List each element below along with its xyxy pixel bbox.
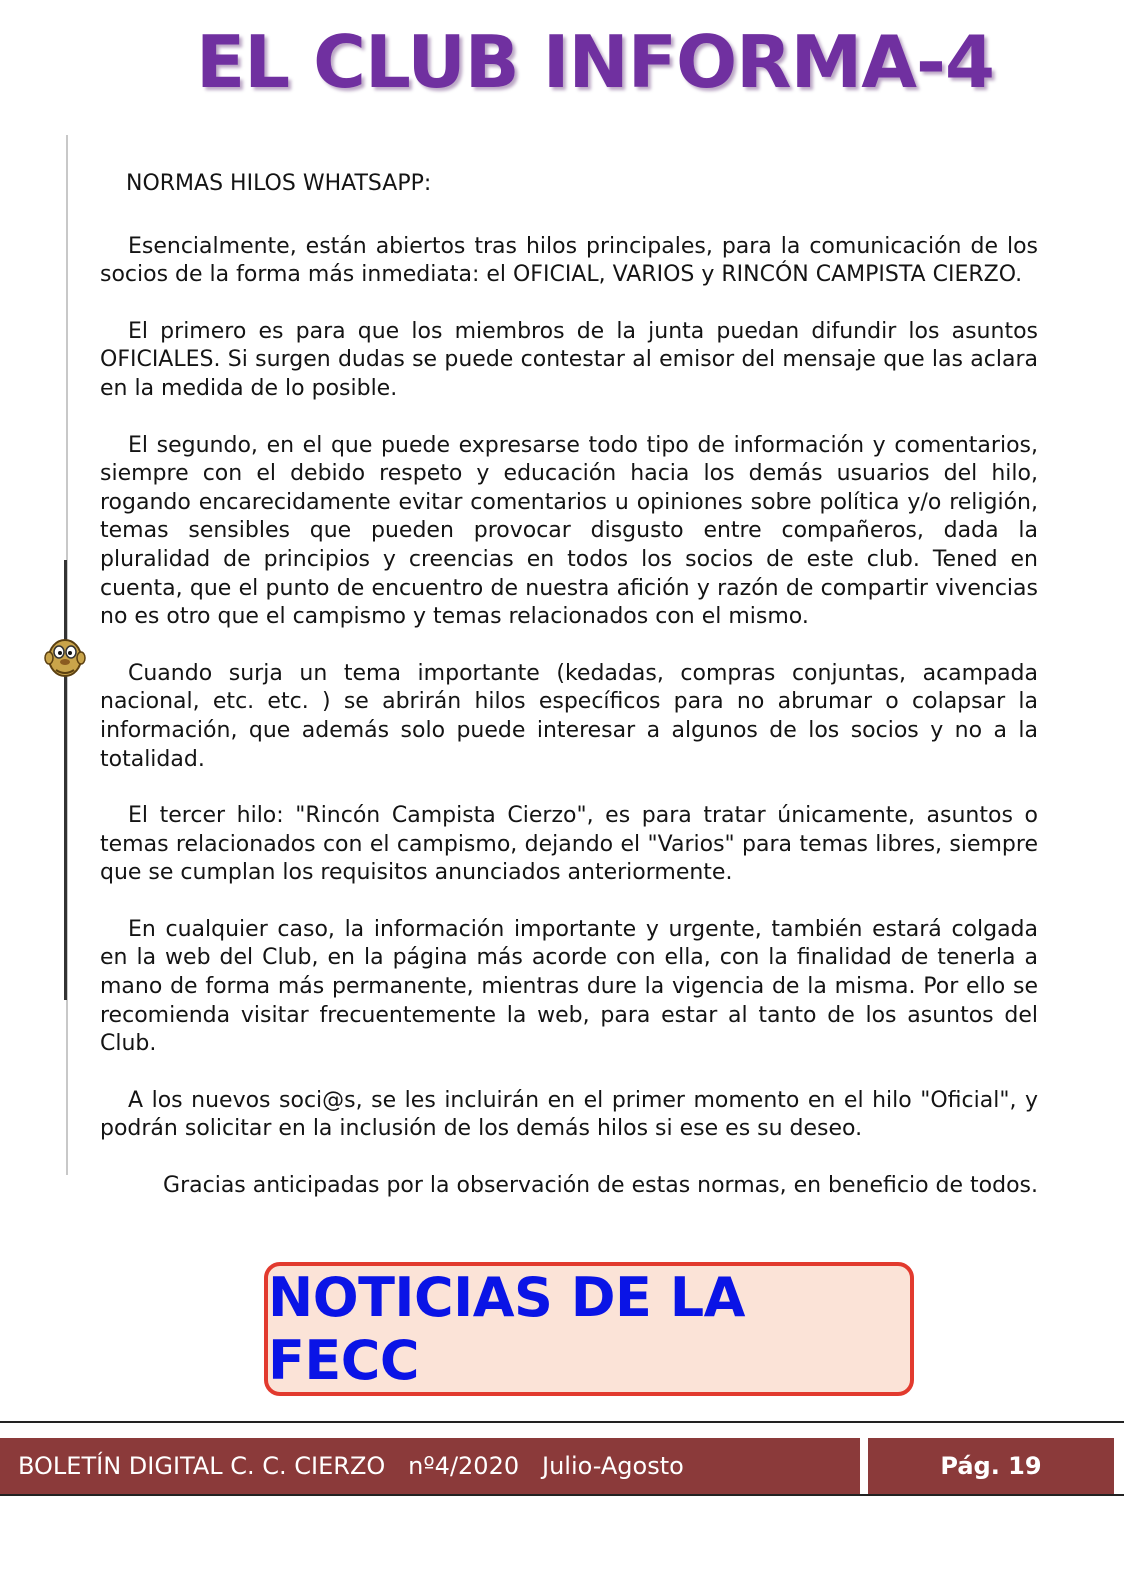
article-body xyxy=(100,170,1038,1229)
paragraph: El segundo, en el que puede expresarse todo tipo de información y comentarios, siempre con el debido respeto y educación hacia los demás usuarios del hilo, rogando encarecidamente evitar comentarios u opiniones sobre política y/o religión, temas sensibles que pueden provocar disgusto entre compañeros, dada la pluralidad de principios y creencias en todos los socios de este club. Tened en cuenta, que el punto de encuentro de nuestra afición y razón de compartir vivencias no es otro que el campismo y temas relacionados con el mismo. xyxy=(100,432,1038,630)
margin-line-dark xyxy=(64,560,67,1000)
paragraph: El tercer hilo: "Rincón Campista Cierzo", es para tratar únicamente, asuntos o temas relacionados con el campismo, dejando el "Varios" para temas libres, siempre que se cumplan los requisitos anunciados anteriormente. xyxy=(100,803,1038,886)
paragraph: El primero es para que los miembros de la junta puedan difundir los asuntos OFICIALES. Si surgen dudas se puede contestar al emisor del mensaje que las aclara en la medida de lo posible. xyxy=(100,318,1038,401)
footer-divider xyxy=(0,1494,1124,1496)
peeking-character-icon xyxy=(40,628,90,688)
fecc-news-banner xyxy=(264,1262,914,1396)
footer-separator xyxy=(860,1438,868,1494)
paragraph: A los nuevos soci@s, se les incluirán en el primer momento en el hilo "Oficial", y podrán solicitar en la inclusión de los demás hilos si ese es su deseo. xyxy=(100,1087,1038,1142)
paragraph: En cualquier caso, la información importante y urgente, también estará colgada en la web del Club, en la página más acorde con ella, con la finalidad de tenerla a mano de forma más permanente, mientras dure la vigencia de la misma. Por ello se recomienda visitar frecuentemente la web, para estar al tanto de los asuntos del Club. xyxy=(100,916,1038,1057)
page-number: Pág. 19 xyxy=(868,1438,1114,1494)
page-title: EL CLUB INFORMA-4 xyxy=(196,20,994,104)
article-heading: NORMAS HILOS WHATSAPP: xyxy=(126,171,432,196)
paragraph: Cuando surja un tema importante (kedadas, compras conjuntas, acampada nacional, etc. etc. ) se abrirán hilos específicos para no abrumar o colapsar la información, que además solo puede interesar a algunos de los socios y no a la totalidad. xyxy=(100,660,1038,772)
fecc-news-title: NOTICIAS DE LA FECC xyxy=(268,1266,745,1392)
paragraph: Esencialmente, están abiertos tras hilos principales, para la comunicación de los socios de la forma más inmediata: el OFICIAL, VARIOS y RINCÓN CAMPISTA CIERZO. xyxy=(100,233,1038,288)
bulletin-text: BOLETÍN DIGITAL C. C. CIERZO nº4/2020 Julio-Agosto xyxy=(18,1452,684,1480)
footer-bulletin xyxy=(0,1438,860,1494)
closing-paragraph: Gracias anticipadas por la observación de estas normas, en beneficio de todos. xyxy=(163,1173,1038,1199)
footer-divider xyxy=(0,1421,1124,1423)
